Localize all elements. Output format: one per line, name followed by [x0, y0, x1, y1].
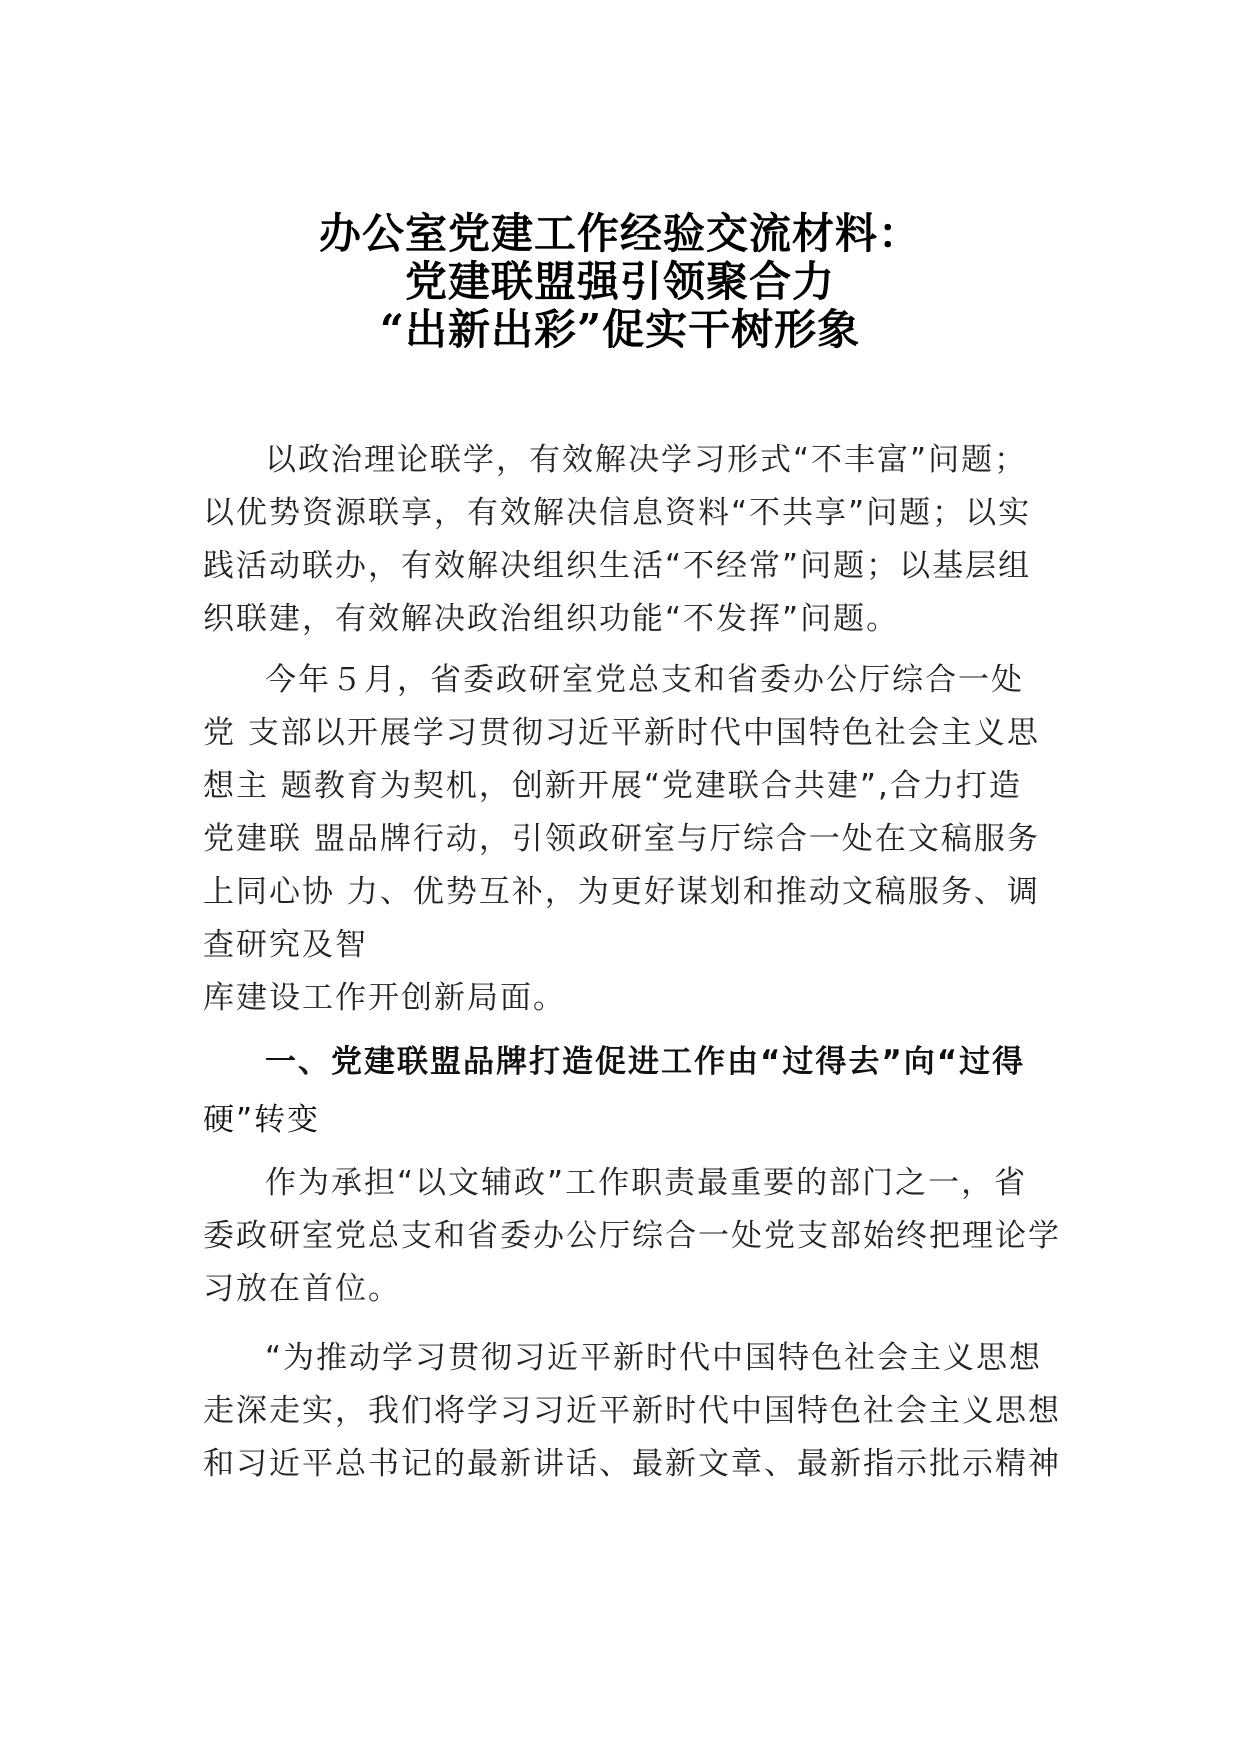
paragraph-line: 委政研室党总支和省委办公厅综合一处党支部始终把理论学	[203, 1218, 1061, 1254]
paragraph-quote	[203, 1332, 1063, 1491]
paragraph-line: 上同心协 力、优势互补，为更好谋划和推动文稿服务、调	[203, 874, 1040, 910]
heading-line: 硬”转变	[203, 1102, 321, 1138]
heading-line: 一、党建联盟品牌打造促进工作由“过得去”向“过得	[265, 1044, 1026, 1080]
paragraph-section1-intro	[203, 1157, 1063, 1316]
paragraph-line: 习放在首位。	[203, 1271, 401, 1307]
paragraph-line: 今年５月，省委政研室党总支和省委办公厅综合一处	[265, 662, 1024, 698]
document-body	[203, 434, 1063, 1491]
paragraph-line: 以政治理论联学，有效解决学习形式“不丰富”问题；	[265, 442, 1028, 478]
paragraph-line: 走深走实，我们将学习习近平新时代中国特色社会主义思想	[203, 1393, 1061, 1429]
document-title	[0, 210, 1240, 354]
paragraph-line: 查研究及智	[203, 927, 368, 963]
paragraph-line: 想主 题教育为契机，创新开展“党建联合共建”,合力打造	[203, 768, 1022, 804]
paragraph-line: 织联建，有效解决政治组织功能“不发挥”问题。	[203, 601, 900, 637]
paragraph-line: 以优势资源联享，有效解决信息资料“不共享”问题；以实	[203, 495, 1032, 531]
paragraph-summary	[203, 434, 1063, 646]
section-heading-1	[203, 1033, 1063, 1149]
paragraph-line: 库建设工作开创新局面。	[203, 980, 566, 1016]
paragraph-line: 党 支部以开展学习贯彻习近平新时代中国特色社会主义思	[203, 715, 1040, 751]
title-line-3: “出新出彩”促实干树形象	[379, 305, 861, 354]
title-line-1: 办公室党建工作经验交流材料：	[318, 209, 921, 258]
paragraph-line: “为推动学习贯彻习近平新时代中国特色社会主义思想	[265, 1340, 1043, 1376]
title-line-2: 党建联盟强引领聚合力	[404, 257, 835, 306]
paragraph-line: 和习近平总书记的最新讲话、最新文章、最新指示批示精神	[203, 1446, 1061, 1482]
paragraph-line: 作为承担“以文辅政”工作职责最重要的部门之一，省	[265, 1165, 1028, 1201]
paragraph-line: 党建联 盟品牌行动，引领政研室与厅综合一处在文稿服务	[203, 821, 1040, 857]
paragraph-line: 践活动联办，有效解决组织生活“不经常”问题；以基层组	[203, 548, 1032, 584]
paragraph-intro	[203, 654, 1063, 1025]
